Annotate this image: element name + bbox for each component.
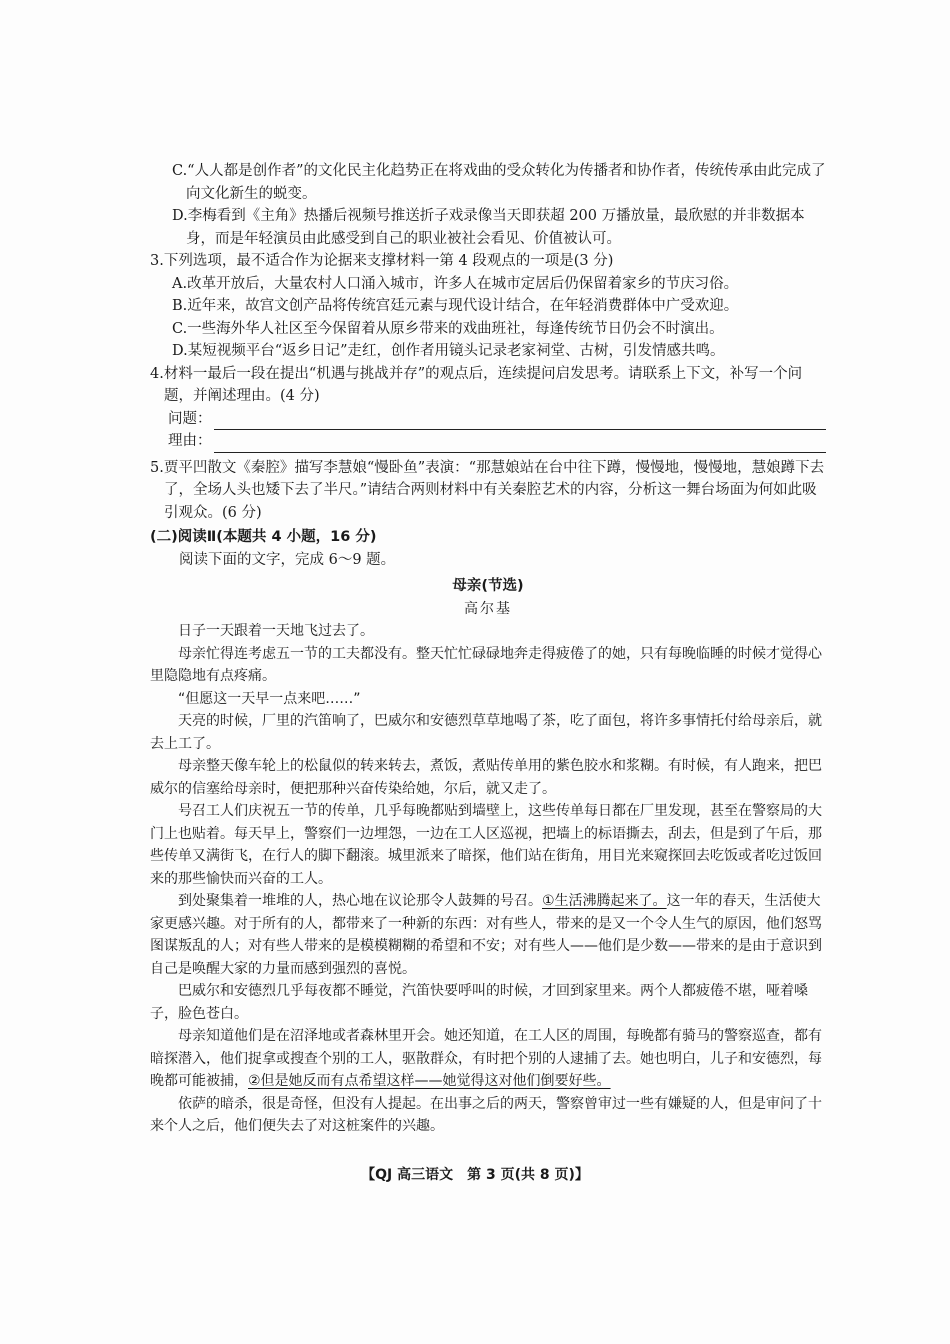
q3-option-b: B.近年来，故宫文创产品将传统宫廷元素与现代设计结合，在年轻消费群体中广受欢迎。	[172, 298, 739, 314]
q4-reason-label: 理由：	[168, 433, 212, 449]
passage-text: 母亲知道他们是在沼泽地或者森林里开会。她还知道，在工人区的周围，每晚都有骑马的警察巡查，都有暗探潜入，他们捉拿或搜查个别的工人，驱散群众，有时把个别的人逮捕了去。她也明白，儿子和安德烈，每晚都可能被捕，	[150, 1028, 822, 1089]
passage-paragraph: 日子一天跟着一天地飞过去了。	[178, 623, 374, 639]
passage-body	[150, 620, 826, 1138]
passage-text: 这一年的春天，生活使大家更感兴趣。对于所有的人，都带来了一种新的东西：对有些人，带来的是又一个令人生气的原因，他们怒骂图谋叛乱的人；对有些人带来的是模模糊糊的希望和不安；对有些人——他们是少数——带来的是由于意识到自己是唤醒大家的力量而感到强烈的喜悦。	[150, 893, 822, 977]
q2-option-d-text: D.李梅看到《主角》热播后视频号推送折子戏录像当天即获超 200 万播放量，最欣慰的并非数据本身，而是年轻演员由此感受到自己的职业被社会看见、价值被认可。	[172, 208, 805, 247]
section-instruction: 阅读下面的文字，完成 6～9 题。	[179, 551, 396, 568]
passage-paragraph: 依萨的暗杀，很是奇怪，但没有人提起。在出事之后的两天，警察曾审过一些有嫌疑的人，但是审问了十来个人之后，他们便失去了对这桩案件的兴趣。	[150, 1095, 822, 1134]
q3-stem: 3.下列选项，最不适合作为论据来支撑材料一第 4 段观点的一项是(3 分)	[150, 253, 614, 269]
q4-reason-blank[interactable]	[214, 438, 827, 453]
passage-paragraph: “但愿这一天早一点来吧……”	[178, 690, 361, 707]
q3-option-c: C.一些海外华人社区至今保留着从原乡带来的戏曲班社，每逢传统节日仍会不时演出。	[172, 320, 724, 337]
passage-paragraph	[150, 1025, 826, 1093]
passage-author: 高尔基	[464, 600, 512, 617]
passage-paragraph: 号召工人们庆祝五一节的传单，几乎每晚都贴到墙壁上，这些传单每日都在厂里发现，甚至在警察局的大门上也贴着。每天早上，警察们一边埋怨，一边在工人区巡视，把墙上的标语撕去，刮去，但是到了午后，那些传单又满街飞，在行人的脚下翻滚。城里派来了暗探，他们站在街角，用目光来窥探回去吃饭或者吃过饭回来的那些愉快而兴奋的工人。	[150, 803, 822, 887]
marked-sentence-1: ①生活沸腾起来了。	[542, 893, 667, 909]
passage-title: 母亲(节选)	[452, 578, 524, 594]
q3-option-d: D.某短视频平台“返乡日记”走红，创作者用镜头记录老家祠堂、古树，引发情感共鸣。	[172, 343, 725, 359]
passage-text: 到处聚集着一堆堆的人，热心地在议论那令人鼓舞的号召。	[178, 893, 542, 909]
passage-paragraph: 天亮的时候，厂里的汽笛响了，巴威尔和安德烈草草地喝了茶，吃了面包，将许多事情托付给母亲后，就去上工了。	[150, 713, 822, 752]
passage-paragraph: 母亲整天像车轮上的松鼠似的转来转去，煮饭，煮贴传单用的紫色胶水和浆糊。有时候，有人跑来，把巴威尔的信塞给母亲时，便把那种兴奋传染给她，尔后，就又走了。	[150, 758, 822, 797]
passage-paragraph	[150, 890, 826, 980]
q3-option-a: A.改革开放后，大量农村人口涌入城市，许多人在城市定居后仍保留着家乡的节庆习俗。	[172, 275, 739, 292]
q2-option-d	[150, 205, 826, 250]
marked-sentence-2: ②但是她反而有点希望这样——她觉得这对他们倒要好些。	[248, 1073, 611, 1089]
page-footer: 【QJ 高三语文 第 3 页(共 8 页)】	[361, 1167, 589, 1183]
question-4	[150, 363, 826, 453]
q2-option-c	[150, 160, 826, 205]
q4-question-line	[150, 408, 826, 431]
q4-question-label: 问题：	[168, 410, 212, 427]
q4-reason-line	[150, 430, 826, 453]
passage-paragraph: 母亲忙得连考虑五一节的工夫都没有。整天忙忙碌碌地奔走得疲倦了的她，只有每晚临睡的时候才觉得心里隐隐地有点疼痛。	[150, 645, 822, 684]
q4-stem: 4.材料一最后一段在提出“机遇与挑战并存”的观点后，连续提问启发思考。请联系上下文，补写一个问题，并阐述理由。(4 分)	[150, 365, 803, 404]
q4-question-blank[interactable]	[214, 415, 827, 430]
question-5	[150, 457, 826, 525]
q5-stem: 5.贾平凹散文《秦腔》描写李慧娘“慢卧鱼”表演：“那慧娘站在台中往下蹲，慢慢地，慢慢地，慧娘蹲下去了，全场人头也矮下去了半尺。”请结合两则材料中有关秦腔艺术的内容，分析这一舞台场面为何如此吸引观众。(6 分)	[150, 459, 825, 521]
question-3	[150, 250, 826, 363]
q2-option-c-text: C.“人人都是创作者”的文化民主化趋势正在将戏曲的受众转化为传播者和协作者，传统传承由此完成了向文化新生的蜕变。	[172, 163, 826, 202]
page-content	[150, 160, 826, 1138]
passage-paragraph: 巴威尔和安德烈几乎每夜都不睡觉，汽笛快要呼叫的时候，才回到家里来。两个人都疲倦不堪，哑着嗓子，脸色苍白。	[150, 983, 808, 1022]
section-heading: (二)阅读Ⅱ(本题共 4 小题，16 分)	[150, 529, 377, 545]
